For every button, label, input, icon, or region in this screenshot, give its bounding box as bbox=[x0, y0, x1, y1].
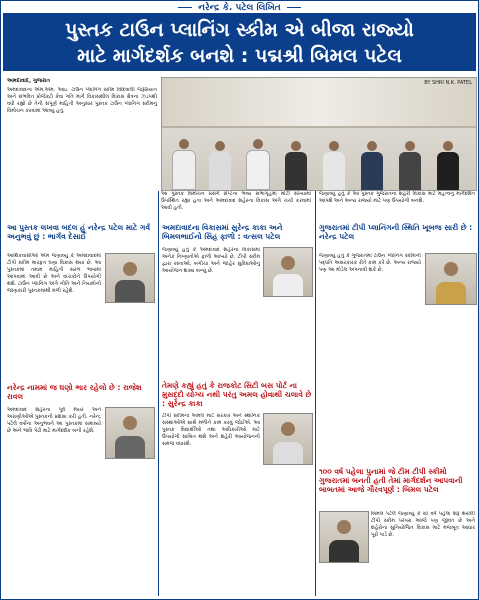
person-photo bbox=[105, 407, 155, 459]
headline-line-1: પુસ્તક ટાઉન પ્લાનિંગ સ્કીમ એ બીજા રાજ્યો bbox=[65, 19, 414, 41]
event-photo bbox=[161, 77, 477, 191]
middle-column-text-2: ટીપી સ્કીમના અમલ માટે સરકાર અને સ્થાનિક સંસ્થાઓએ સાથે મળીને કામ કરવું જોઈએ. આ પુસ્તક વિદ્યાર્થીઓ તથા અધિકારીઓ માટે ઉપયોગી સાબિત થશે અને શહેરી આયોજનની સમજ વધારશે. bbox=[162, 413, 260, 447]
person bbox=[360, 141, 384, 190]
right-top-paragraph: જણાવ્યું હતું કે આ પુસ્તક ગુજરાતના શહેરી વિકાસ માટે મહત્વનું માર્ગદર્શન આપશે અને અન્ય રાજ્યો માટે પણ ઉપયોગી બનશે. bbox=[319, 191, 475, 204]
person bbox=[208, 141, 232, 190]
left-column-text-2: અમદાવાદ શહેરના પૂર્વ મેયર અને અગ્રણીઓએ પુસ્તકની પ્રશંસા કરી હતી. નરેન્દ્ર પટેલે વર્ષોના અનુભવને આ પુસ્તકમાં સમાવ્યો છે અને ભાવિ પેઢી માટે માર્ગદર્શક બની રહેશે. bbox=[7, 407, 101, 434]
subheading-rajesh-raval: નરેન્દ્ર નામમાં જ ઘણો ભાર રહેલો છે : રાજેશ રાવલ bbox=[7, 383, 142, 401]
person bbox=[322, 141, 346, 190]
photo-credit: BY SHRI N.K. PATEL bbox=[424, 80, 472, 86]
middle-paragraph: આ પુસ્તક વિમોચન પ્રસંગે સેપ્ટના ભવ્ય સભાગૃહમાં મોટી સંખ્યામાં ઉપસ્થિત રહ્યા હતા અને અમદાવાદ શહેરના વિકાસ અંગે ચર્ચા કરવામાં આવી હતી. bbox=[161, 191, 311, 211]
headline-line-2: માટે માર્ગદર્શક બનશે : પદ્મશ્રી બિમલ પટેલ bbox=[77, 45, 402, 67]
person bbox=[246, 139, 270, 190]
headline-banner bbox=[3, 13, 476, 71]
person-photo bbox=[263, 247, 313, 297]
left-column-text: આર્થિકવાસીઓ એમ જણાવ્યું કે અમદાવાદમાં ટીપી સ્કીમ મારફત ઘણા વિકાસ થયા છે. આ પુસ્તકમાં તમામ માહિતી સરળ ભાષામાં આપવામાં આવી છે અને વાચકોને ઉપયોગી થશે. ટાઉન પ્લાનિંગ અંગે નીતિ અને નિયમોની જાણકારી પુસ્તકમાંથી મળી રહેશે. bbox=[7, 253, 101, 294]
person bbox=[172, 139, 196, 190]
person-photo bbox=[425, 253, 477, 305]
person-photo bbox=[263, 413, 313, 465]
right-column-text-2: બિમલ પટેલે જણાવ્યું કે સો વર્ષ પહેલા શરૂ થયેલી ટીપી સ્કીમ પરંપરા આજે પણ જીવંત છે અને શહેરોના સુનિયોજિત વિકાસ માટે મજબૂત આધાર પૂરો પાડે છે. bbox=[371, 511, 475, 538]
person bbox=[436, 141, 460, 190]
column-divider bbox=[315, 191, 316, 596]
person-photo bbox=[105, 253, 155, 303]
person-photo bbox=[319, 511, 369, 563]
author-byline: નરેન્દ્ર કે. પટેલ લિખિત bbox=[1, 3, 478, 13]
subheading-bimal-patel: ૧૦૦ વર્ષ પહેલા પુનામાં જે ટીમ ટીપી સ્કીમો ગુજરાતમાં બનતી હતી તેમાં માર્ગદર્શન આપવાની બાબતમાં આજે ગૌરવપૂર્ણ : બિમલ પટેલ bbox=[319, 467, 463, 494]
person bbox=[284, 141, 308, 190]
dateline: અમદાવાદ, ગુજરાત bbox=[7, 78, 51, 84]
subheading-vatsal-patel: અમદાવાદના વિકાસમાં સુરેન્દ્ર કાકા અને બિમલભાઈનો સિંહ ફાળો : વત્સલ પટેલ bbox=[162, 223, 283, 241]
column-divider bbox=[158, 191, 159, 596]
subheading-bhargav-desai: આ પુસ્તક લખવા બદલ હું નરેન્દ્ર પટેલ માટે ગર્વ અનુભવું છું : ભાર્ગવ દેસાઈ bbox=[7, 223, 151, 241]
subheading-narendra-patel: ગુજરાતમાં ટીપી પ્લાનિંગની સ્થિતિ ખૂબજ સારી છે : નરેન્દ્ર પટેલ bbox=[319, 223, 473, 241]
middle-column-text: જણાવ્યું હતું કે અમદાવાદ શહેરના વિકાસમાં અનેક નિષ્ણાતોએ ફાળો આપ્યો છે. ટીપી સ્કીમ દ્વારા રસ્તાઓ, બગીચા અને જાહેર સુવિધાઓનું આયોજન શક્ય બન્યું છે. bbox=[162, 247, 260, 274]
lead-paragraph: અમદાવાદના એમ.એમ. આઇ. ટાઉન પ્લાનિંગ સ્કીમ વિદિવાલી જરૂરિયાત અને સંભવિત પ્રોજેક્ટો કેવા ગતિ માર્ગ વિકાસશીલ વિકાસ ક્ષેત્રના ઝડપથી વધી રહ્યો છે તેની સંપૂર્ણ માહિતી અનુસાર પુસ્તક ટાઉન પ્લાનિંગ સ્કીમનું વિમોચન કરવામાં આવ્યું હતું. bbox=[7, 87, 157, 114]
person bbox=[398, 141, 422, 190]
right-column-text: જણાવ્યું હતું કે ગુજરાતમાં ટાઉન પ્લાનિંગ સ્કીમની પદ્ધતિ અસરકારક રીતે કામ કરે છે. અન્ય રાજ્યો પણ આ મોડેલ અપનાવી શકે છે. bbox=[319, 253, 421, 273]
subheading-surendra-kaka: તેમણે કહ્યું હતું કે રાજકોટ સિટી બસ પોર્ટ ના મુસદ્દો યોગ્ય નથી પરંતુ અમલ હોવાથી ચલાવે છે : સુરેન્દ્ર કાકા bbox=[162, 381, 312, 408]
